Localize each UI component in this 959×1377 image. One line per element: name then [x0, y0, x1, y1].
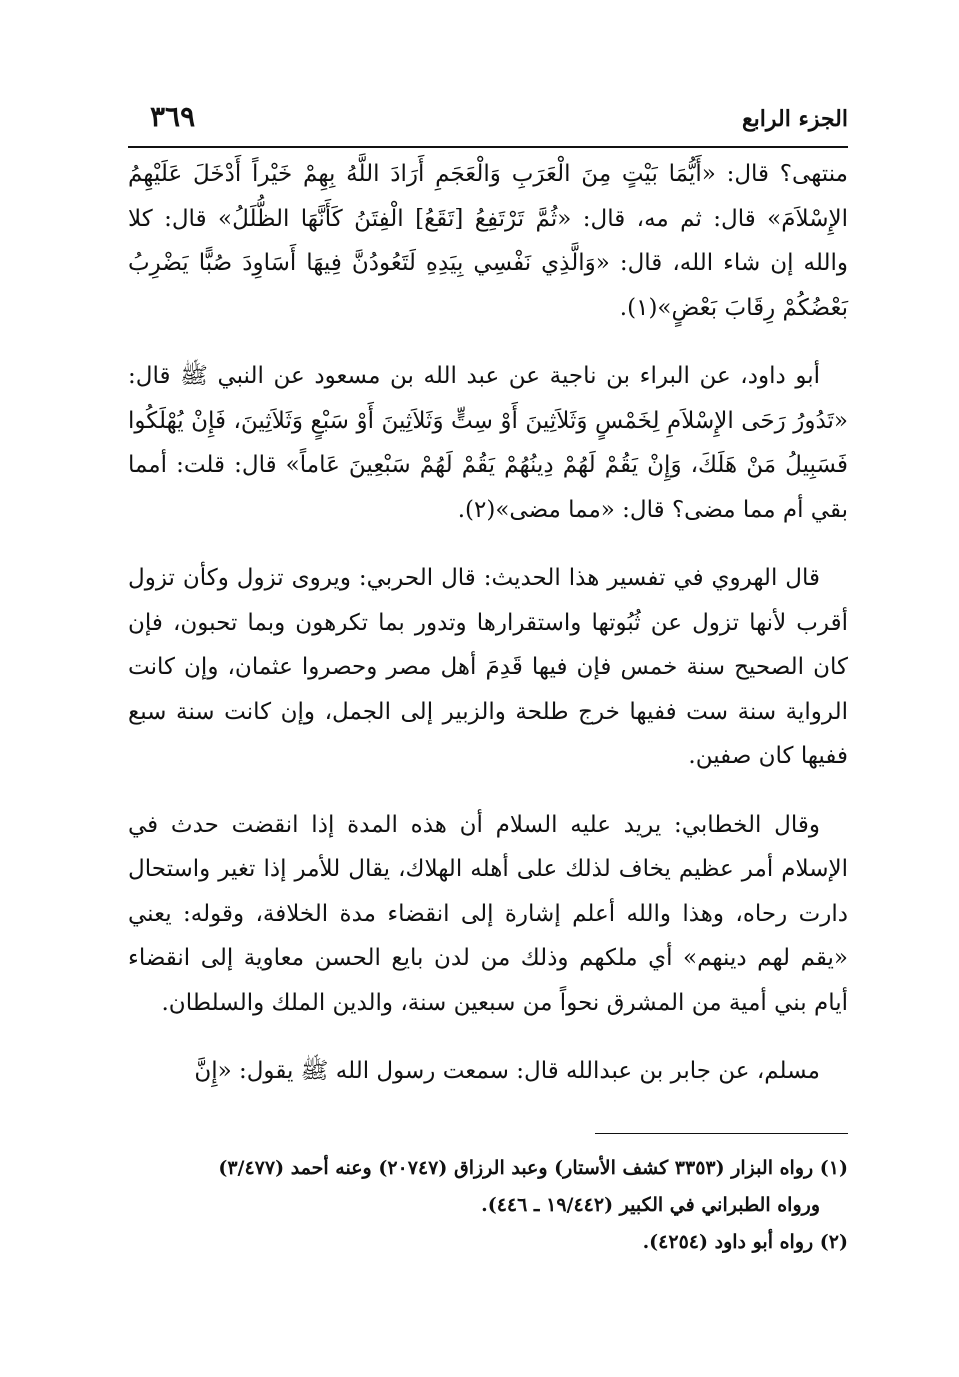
paragraph-gap: [128, 532, 848, 556]
footnote-1: [128, 1150, 848, 1224]
page-header: [128, 100, 848, 144]
paragraph-1: منتهى؟ قال: «أَيُّمَا بَيْتٍ مِنَ الْعَرَبِ وَالْعَجَمِ أَرَادَ اللَّهُ بِهِمْ خَيْراً أَدْخَلَ عَلَيْهِمُ الإِسْلاَمَ» قال: ثم مه، قال: «ثُمَّ تَرْتَفِعُ [تَقَعُ] الْفِتَنُ كَأَنَّهَا الظُّلَلُ» قال: كلا والله إن شاء الله، قال: «وَالَّذِي نَفْسِي بِيَدِهِ لَتَعُودُنَّ فِيهَا أَسَاوِدَ صُبًّا يَضْرِبُ بَعْضُكُمْ رِقَابَ بَعْضٍ»(١).: [128, 161, 848, 321]
body-text: [128, 152, 848, 1094]
paragraph-gap: [128, 779, 848, 803]
paragraph-3: قال الهروي في تفسير هذا الحديث: قال الحربي: ويروى تزول وكأن تزول أقرب لأنها تزول عن ثُبُوتها واستقرارها وتدور بما تكرهون وبما تحبون، فإن كان الصحيح سنة خمس فإن فيها قَدِمَ أهل مصر وحصروا عثمان، وإن كانت الرواية سنة ست ففيها خرج طلحة والزبير إلى الجمل، وإن كانت سنة سبع ففيها كان صفين.: [128, 565, 848, 769]
footnote-1-line-1: (١) رواه البزار (٣٣٥٣ كشف الأستار) وعبد الرزاق (٢٠٧٤٧) وعنه أحمد (٣/٤٧٧): [218, 1157, 848, 1179]
paragraph-5: مسلم، عن جابر بن عبدالله قال: سمعت رسول الله ﷺ يقول: «إِنَّ: [194, 1058, 820, 1084]
page-number: ٣٦٩: [150, 100, 196, 133]
paragraph-gap: [128, 1025, 848, 1049]
header-rule: [128, 146, 848, 148]
chapter-title: الجزء الرابع: [741, 106, 848, 132]
footnote-2: [128, 1224, 848, 1261]
footnote-2-line-1: (٢) رواه أبو داود (٤٢٥٤).: [642, 1231, 848, 1253]
footnote-1-line-2: ورواه الطبراني في الكبير (١٩/٤٤٢ ـ ٤٤٦).: [481, 1194, 820, 1216]
footnote-rule: [595, 1133, 848, 1134]
footnotes: [128, 1150, 848, 1261]
paragraph-gap: [128, 330, 848, 354]
paragraph-2: أبو داود، عن البراء بن ناجية عن عبد الله بن مسعود عن النبي ﷺ قال: «تَدُورُ رَحَى الإِسْلاَمِ لِخَمْسٍ وَثَلاَثِينَ أَوْ سِتٍّ وَثَلاَثِينَ أَوْ سَبْعٍ وَثَلاَثِينَ، فَإِنْ يُهْلَكُوا فَسَبِيلُ مَنْ هَلَكَ، وَإِنْ يَقُمْ لَهُمْ دِينُهُمْ يَقُمْ لَهُمْ سَبْعِينَ عَاماً» قال: قلت: أمما بقي أم مما مضى؟ قال: «مما مضى»(٢).: [128, 363, 848, 523]
paragraph-4: وقال الخطابي: يريد عليه السلام أن هذه المدة إذا انقضت حدث في الإسلام أمر عظيم يخاف لذلك على أهله الهلاك، يقال للأمر إذا تغير واستحال دارت رحاه، وهذا والله أعلم إشارة إلى انقضاء مدة الخلافة، وقوله: يعني «يقم لهم دينهم» أي ملكهم وذلك من لدن بايع الحسن معاوية إلى انقضاء أيام بني أمية من المشرق نحواً من سبعين سنة، والدين الملك والسلطان.: [128, 811, 848, 1016]
